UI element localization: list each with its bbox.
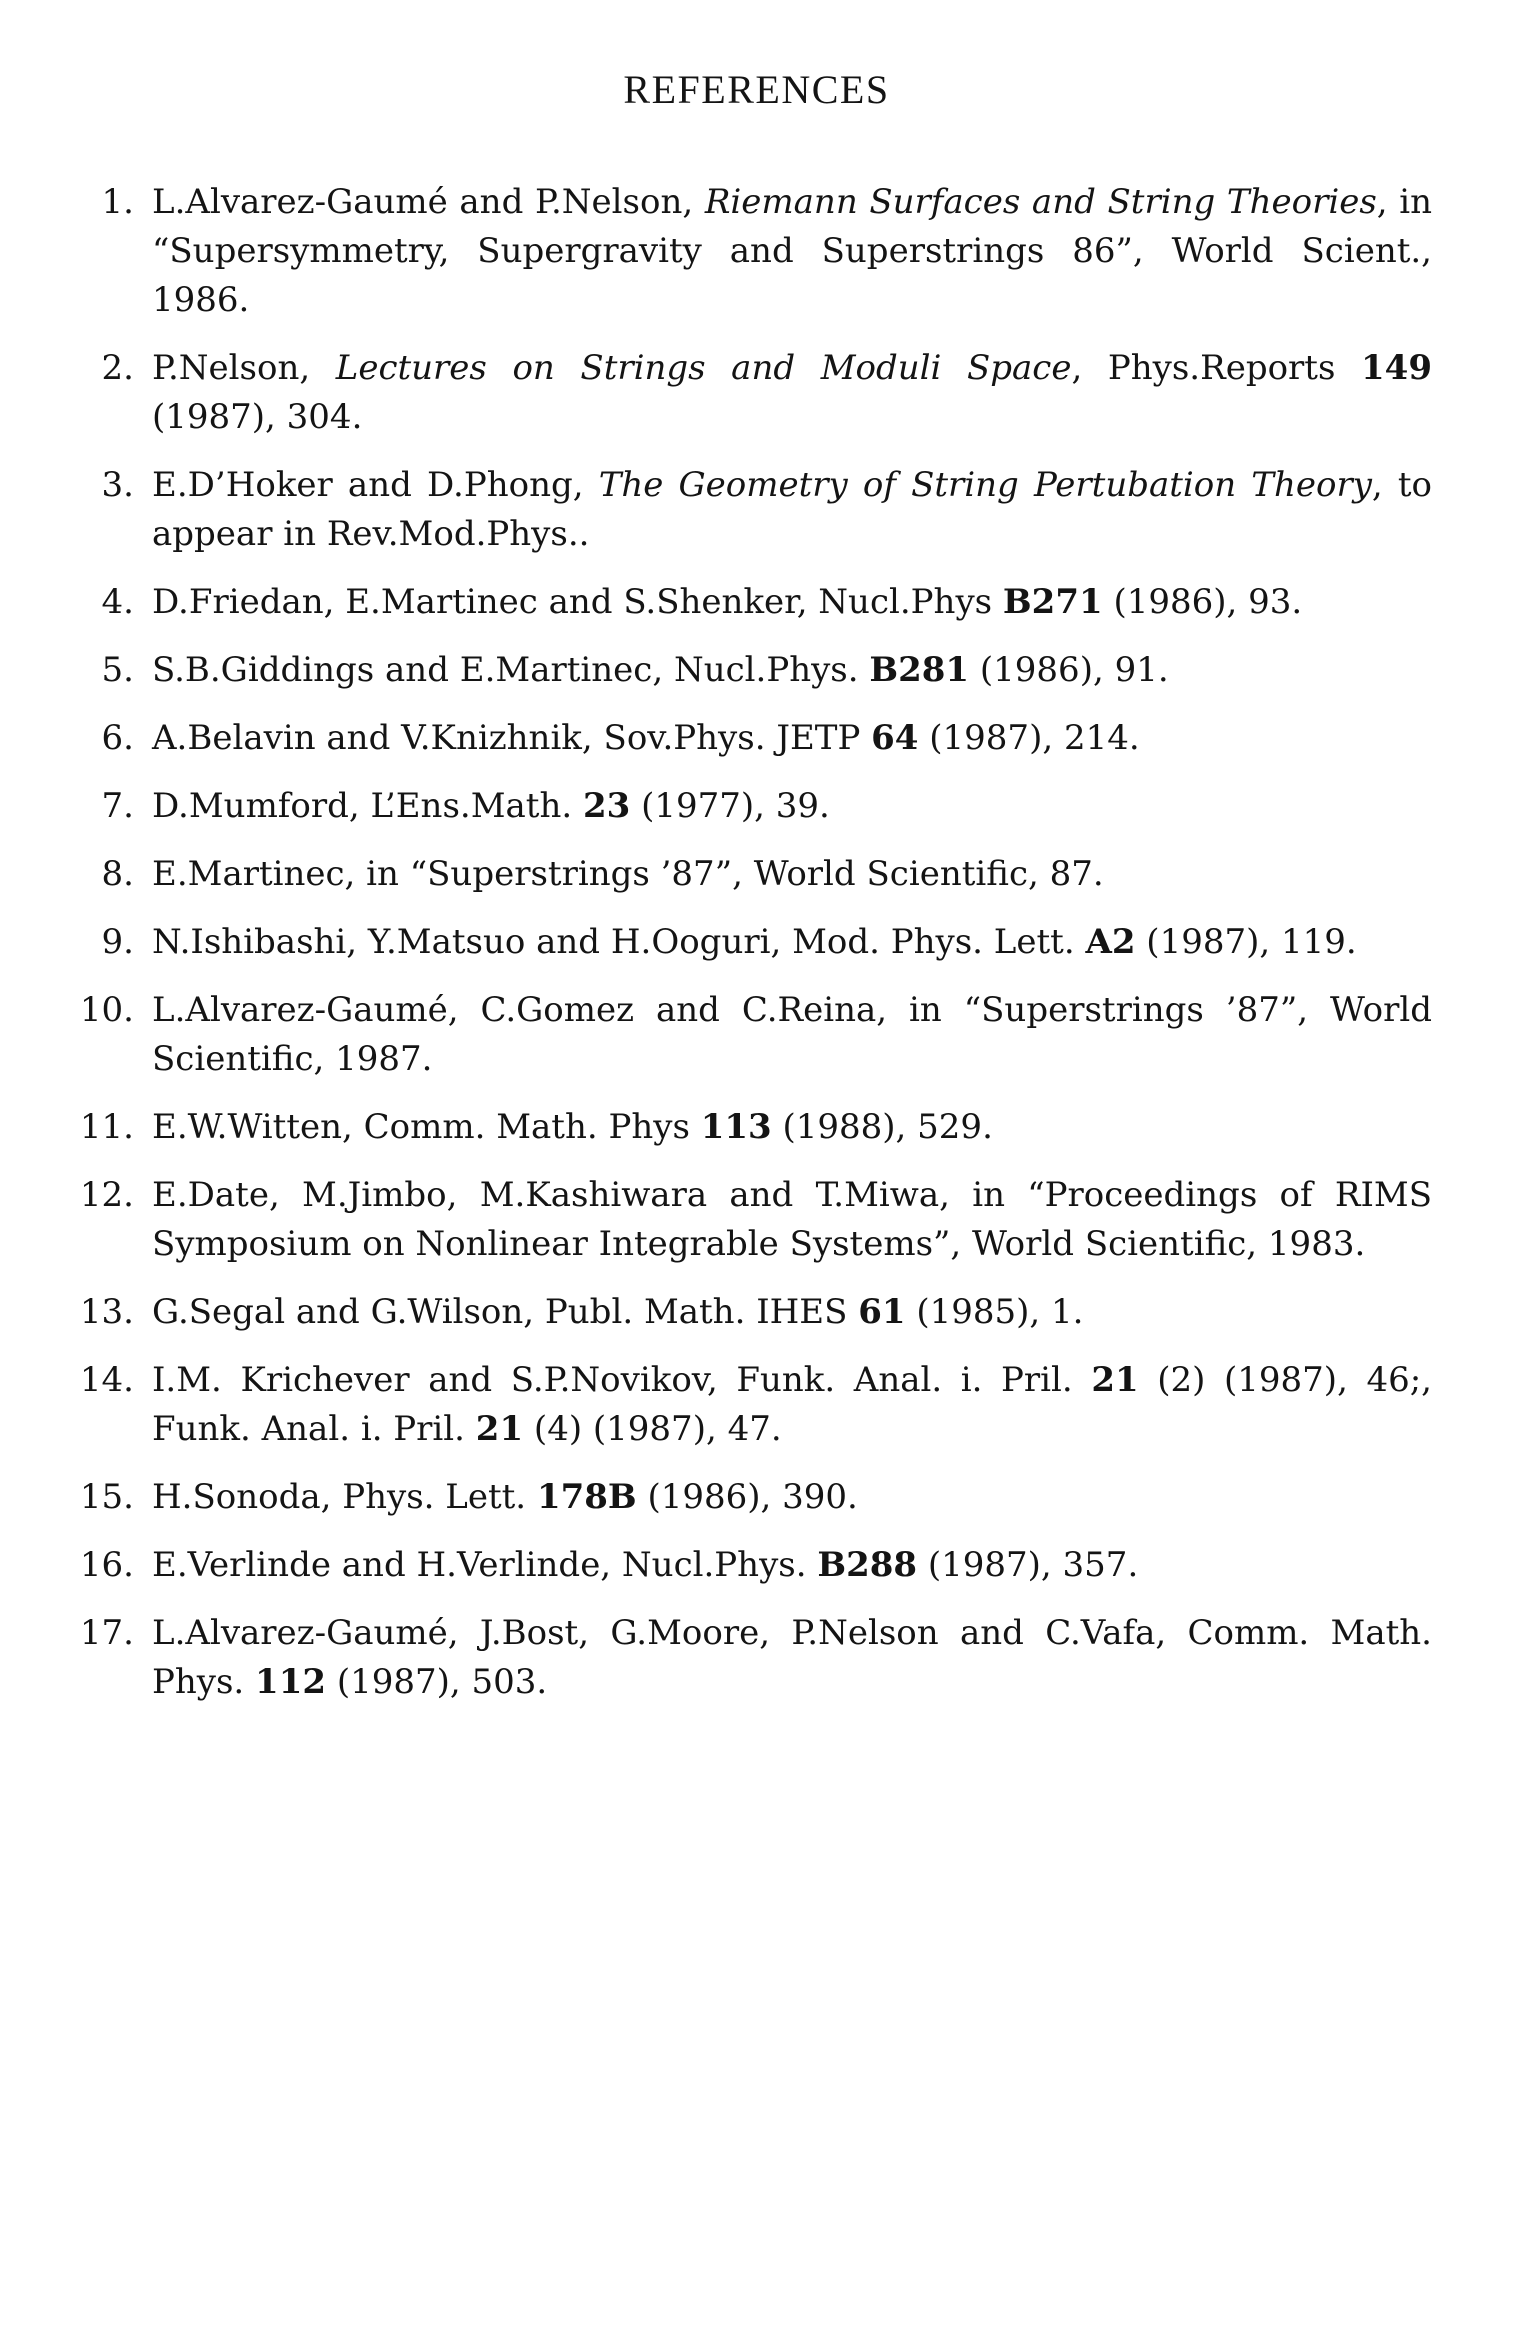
reference-text: P.Nelson, Lectures on Strings and Moduli Space, Phys.Reports 149 (1987), 304. bbox=[152, 348, 1432, 437]
reference-item bbox=[96, 714, 1432, 763]
reference-number: 5. bbox=[101, 650, 134, 690]
reference-text: E.Date, M.Jimbo, M.Kashiwara and T.Miwa, in “Proceedings of RIMS Symposium on Nonlinear Integrable Systems”, World Scientific, 1983. bbox=[152, 1175, 1432, 1264]
reference-item bbox=[79, 1609, 1432, 1707]
reference-text: L.Alvarez-Gaumé, J.Bost, G.Moore, P.Nelson and C.Vafa, Comm. Math. Phys. 112 (1987), 503. bbox=[152, 1613, 1432, 1702]
reference-number: 2. bbox=[101, 348, 134, 388]
reference-text: L.Alvarez-Gaumé, C.Gomez and C.Reina, in “Superstrings ’87”, World Scientific, 1987. bbox=[152, 990, 1432, 1079]
reference-item bbox=[79, 986, 1432, 1084]
reference-item bbox=[96, 578, 1432, 627]
reference-item bbox=[96, 646, 1432, 695]
reference-text: G.Segal and G.Wilson, Publ. Math. IHES 61 (1985), 1. bbox=[152, 1292, 1084, 1332]
reference-item bbox=[79, 1288, 1432, 1337]
reference-number: 8. bbox=[101, 854, 134, 894]
reference-number: 9. bbox=[101, 922, 134, 962]
reference-number: 7. bbox=[101, 786, 134, 826]
reference-text: N.Ishibashi, Y.Matsuo and H.Ooguri, Mod. Phys. Lett. A2 (1987), 119. bbox=[152, 922, 1357, 962]
reference-number: 16. bbox=[79, 1545, 134, 1585]
reference-text: A.Belavin and V.Knizhnik, Sov.Phys. JETP 64 (1987), 214. bbox=[152, 718, 1140, 758]
reference-item bbox=[79, 1473, 1432, 1522]
reference-list bbox=[79, 178, 1432, 1726]
reference-text: E.Verlinde and H.Verlinde, Nucl.Phys. B288 (1987), 357. bbox=[152, 1545, 1139, 1585]
reference-text: H.Sonoda, Phys. Lett. 178B (1986), 390. bbox=[152, 1477, 858, 1517]
reference-number: 14. bbox=[79, 1360, 134, 1400]
reference-text: E.W.Witten, Comm. Math. Phys 113 (1988), 529. bbox=[152, 1107, 993, 1147]
reference-text: I.M. Krichever and S.P.Novikov, Funk. Anal. i. Pril. 21 (2) (1987), 46;, Funk. Anal. i. Pril. 21 (4) (1987), 47. bbox=[152, 1360, 1432, 1449]
reference-number: 4. bbox=[101, 582, 134, 622]
reference-item bbox=[96, 782, 1432, 831]
reference-item bbox=[96, 461, 1432, 559]
reference-text: D.Friedan, E.Martinec and S.Shenker, Nucl.Phys B271 (1986), 93. bbox=[152, 582, 1303, 622]
reference-text: L.Alvarez-Gaumé and P.Nelson, Riemann Surfaces and String Theories, in “Supersymmetry, Supergravity and Superstrings 86”, World Scient., 1986. bbox=[152, 182, 1432, 320]
reference-item bbox=[96, 918, 1432, 967]
reference-number: 17. bbox=[79, 1613, 134, 1653]
reference-number: 13. bbox=[79, 1292, 134, 1332]
reference-number: 3. bbox=[101, 465, 134, 505]
reference-number: 15. bbox=[79, 1477, 134, 1517]
reference-item bbox=[79, 1356, 1432, 1454]
reference-number: 12. bbox=[79, 1175, 134, 1215]
reference-text: D.Mumford, L’Ens.Math. 23 (1977), 39. bbox=[152, 786, 830, 826]
page-title: REFERENCES bbox=[623, 67, 890, 112]
reference-item bbox=[96, 178, 1432, 325]
reference-text: E.Martinec, in “Superstrings ’87”, World Scientific, 87. bbox=[152, 854, 1104, 894]
reference-number: 10. bbox=[79, 990, 134, 1030]
reference-number: 6. bbox=[101, 718, 134, 758]
reference-number: 1. bbox=[101, 182, 134, 222]
reference-text: E.D’Hoker and D.Phong, The Geometry of String Pertubation Theory, to appear in Rev.Mod.Phys.. bbox=[152, 465, 1432, 554]
reference-item bbox=[79, 1103, 1432, 1152]
reference-item bbox=[96, 850, 1432, 899]
reference-number: 11. bbox=[79, 1107, 134, 1147]
reference-text: S.B.Giddings and E.Martinec, Nucl.Phys. B281 (1986), 91. bbox=[152, 650, 1169, 690]
reference-item bbox=[96, 344, 1432, 442]
reference-item bbox=[79, 1171, 1432, 1269]
reference-item bbox=[79, 1541, 1432, 1590]
